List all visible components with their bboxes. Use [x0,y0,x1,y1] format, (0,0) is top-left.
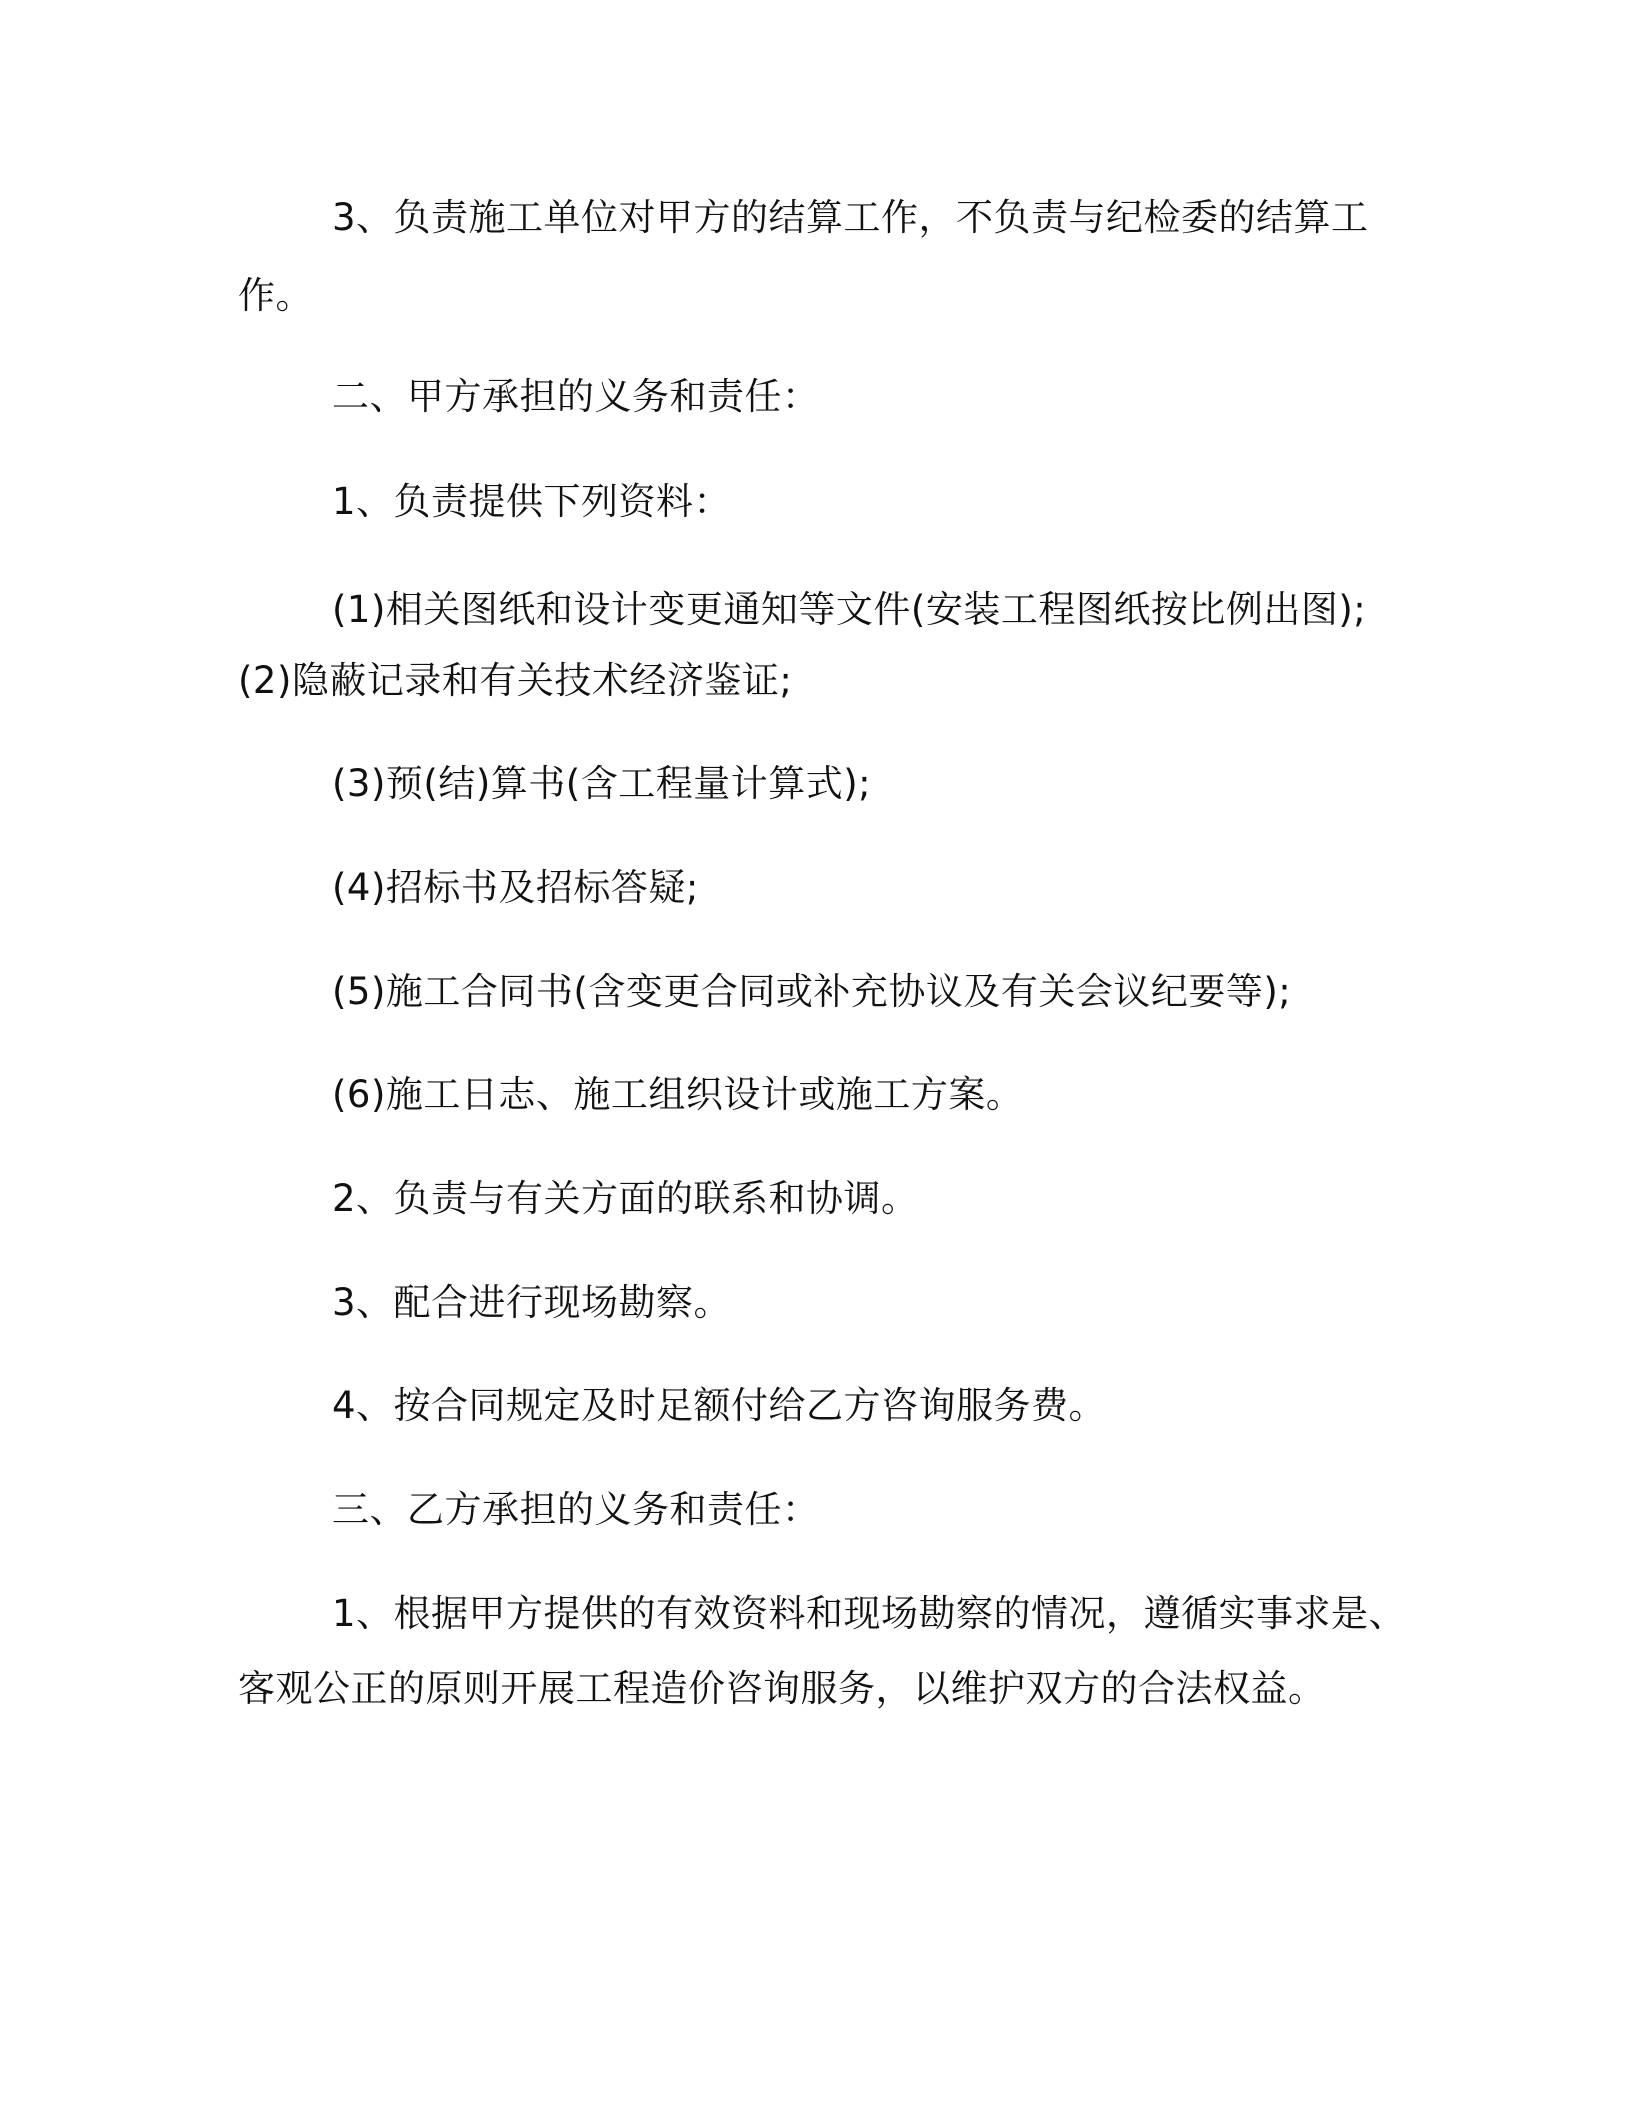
list-item: (6)施工日志、施工组织设计或施工方案。 [332,1073,1024,1116]
list-item: 2、负责与有关方面的联系和协调。 [332,1177,919,1220]
list-item: (2)隐蔽记录和有关技术经济鉴证; [238,659,793,702]
paragraph-line: 1、根据甲方提供的有效资料和现场勘察的情况，遵循实事求是、 [332,1592,1407,1635]
list-item: (3)预(结)算书(含工程量计算式); [332,762,872,805]
list-item: 1、负责提供下列资料： [332,480,732,523]
section-heading: 二、甲方承担的义务和责任： [332,375,820,418]
list-item: (4)招标书及招标答疑; [332,866,699,909]
paragraph-line: 3、负责施工单位对甲方的结算工作，不负责与纪检委的结算工 [332,196,1369,239]
section-heading: 三、乙方承担的义务和责任： [332,1488,820,1531]
paragraph-line: 作。 [238,274,313,317]
list-item: 3、配合进行现场勘察。 [332,1281,732,1324]
paragraph-line: 客观公正的原则开展工程造价咨询服务，以维护双方的合法权益。 [238,1667,1326,1710]
list-item: 4、按合同规定及时足额付给乙方咨询服务费。 [332,1384,1107,1427]
list-item: (1)相关图纸和设计变更通知等文件(安装工程图纸按比例出图); [332,588,1367,631]
list-item: (5)施工合同书(含变更合同或补充协议及有关会议纪要等); [332,970,1292,1013]
